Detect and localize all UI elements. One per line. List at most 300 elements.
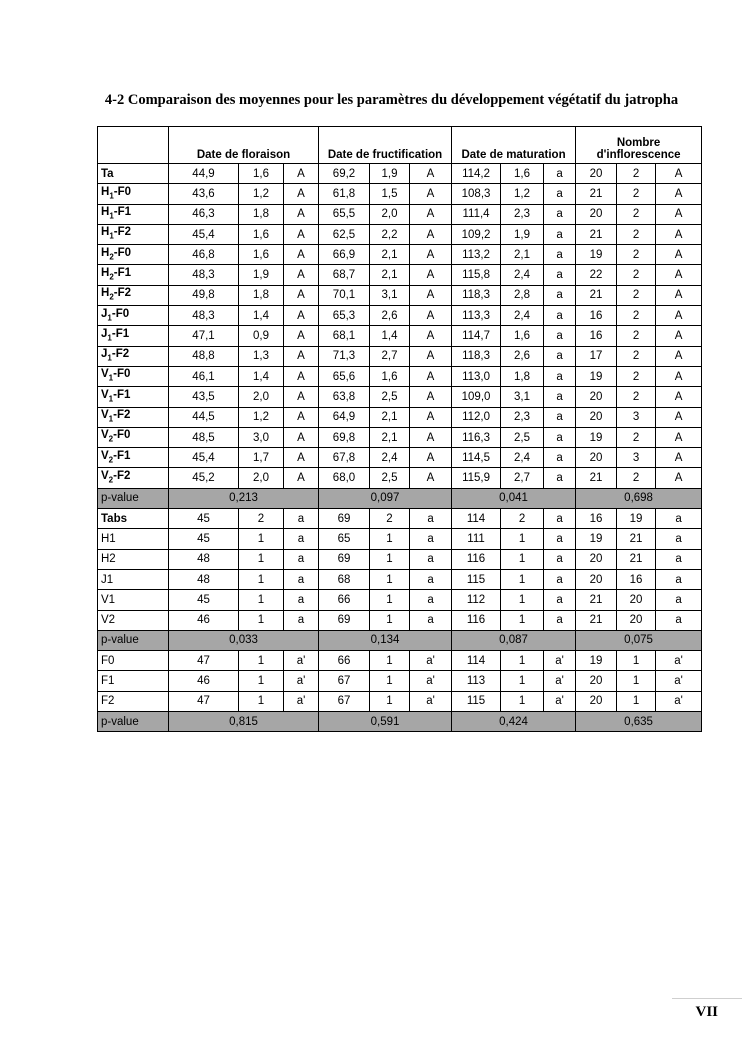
- row-label-text: J: [101, 307, 108, 320]
- table-cell: 1: [370, 529, 410, 549]
- table-cell: 113,0: [452, 366, 501, 386]
- table-cell: 1: [239, 529, 284, 549]
- table-cell: 45,4: [169, 224, 239, 244]
- table-cell: 16: [576, 326, 617, 346]
- table-cell: 48,5: [169, 427, 239, 447]
- table-cell: 2: [617, 387, 656, 407]
- table-cell: A: [284, 366, 319, 386]
- row-label: [98, 346, 169, 366]
- table-cell: a: [544, 427, 576, 447]
- row-label-subscript: 1: [108, 414, 114, 424]
- row-label-subscript: 1: [108, 373, 114, 383]
- header-empty-cell: [98, 127, 169, 164]
- column-header: Date de maturation: [452, 127, 576, 164]
- table-cell: 2,1: [501, 245, 544, 265]
- table-cell: 1: [501, 610, 544, 630]
- table-cell: 2: [617, 224, 656, 244]
- row-label: [98, 366, 169, 386]
- table-cell: 3,1: [370, 285, 410, 305]
- table-row: [98, 224, 702, 244]
- table-row: [98, 468, 702, 488]
- table-cell: 2,4: [501, 265, 544, 285]
- table-cell: 0,9: [239, 326, 284, 346]
- table-cell: 2,7: [370, 346, 410, 366]
- row-label: [98, 184, 169, 204]
- row-label: [98, 164, 169, 184]
- table-cell: 21: [576, 468, 617, 488]
- table-cell: 65: [319, 529, 370, 549]
- table-cell: a': [284, 651, 319, 671]
- table-row: [98, 671, 702, 691]
- row-label-text: V: [101, 429, 109, 442]
- table-cell: 69: [319, 549, 370, 569]
- table-cell: 1,6: [370, 366, 410, 386]
- table-cell: a: [410, 610, 452, 630]
- table-cell: 48: [169, 549, 239, 569]
- table-cell: 2: [239, 509, 284, 529]
- table-cell: 1: [501, 549, 544, 569]
- table-cell: 19: [576, 427, 617, 447]
- pvalue-row: [98, 630, 702, 650]
- column-header: Nombre d'inflorescence: [576, 127, 702, 164]
- row-label: [98, 671, 169, 691]
- table-cell: 21: [576, 224, 617, 244]
- pvalue-row: [98, 488, 702, 508]
- row-label-text: H: [101, 246, 110, 259]
- table-cell: 45: [169, 509, 239, 529]
- table-cell: A: [284, 184, 319, 204]
- table-cell: A: [284, 468, 319, 488]
- table-cell: 108,3: [452, 184, 501, 204]
- table-cell: a: [544, 549, 576, 569]
- table-cell: 45: [169, 590, 239, 610]
- comparison-table: [97, 126, 702, 732]
- table-cell: A: [284, 387, 319, 407]
- table-row: [98, 164, 702, 184]
- table-cell: 17: [576, 346, 617, 366]
- table-cell: a: [410, 590, 452, 610]
- table-row: [98, 407, 702, 427]
- table-cell: A: [284, 407, 319, 427]
- table-cell: 1,9: [239, 265, 284, 285]
- table-cell: 1,4: [239, 366, 284, 386]
- table-cell: 1: [370, 651, 410, 671]
- table-cell: 21: [576, 285, 617, 305]
- table-cell: a: [410, 529, 452, 549]
- table-cell: 109,2: [452, 224, 501, 244]
- table-cell: 46,8: [169, 245, 239, 265]
- table-cell: 3,0: [239, 427, 284, 447]
- table-cell: 1,6: [239, 245, 284, 265]
- table-cell: 1,4: [239, 306, 284, 326]
- table-row: [98, 265, 702, 285]
- table-cell: 2,8: [501, 285, 544, 305]
- table-cell: 2: [501, 509, 544, 529]
- table-cell: A: [410, 224, 452, 244]
- footer-divider: [672, 998, 742, 999]
- row-label: [98, 529, 169, 549]
- table-cell: 69: [319, 509, 370, 529]
- table-cell: a': [410, 671, 452, 691]
- table-cell: 2,4: [501, 306, 544, 326]
- table-cell: A: [410, 407, 452, 427]
- row-label-text: J: [101, 348, 108, 361]
- table-row: [98, 569, 702, 589]
- table-cell: 1,6: [239, 224, 284, 244]
- table-cell: 66,9: [319, 245, 370, 265]
- table-cell: a': [410, 651, 452, 671]
- table-cell: 1: [370, 569, 410, 589]
- row-label-subscript: 1: [109, 191, 114, 201]
- row-label-text: H1: [101, 532, 116, 545]
- table-cell: 69: [319, 610, 370, 630]
- table-cell: a: [544, 448, 576, 468]
- pvalue-cell: 0,087: [452, 630, 576, 650]
- row-label: [98, 245, 169, 265]
- table-cell: A: [656, 306, 702, 326]
- table-cell: a': [284, 691, 319, 711]
- table-cell: a: [544, 610, 576, 630]
- row-label: [98, 224, 169, 244]
- table-cell: 2: [617, 265, 656, 285]
- table-cell: 113: [452, 671, 501, 691]
- table-cell: A: [656, 346, 702, 366]
- table-cell: 2,1: [370, 427, 410, 447]
- table-row: [98, 448, 702, 468]
- pvalue-label: p-value: [98, 488, 169, 508]
- row-label-subscript: 2: [108, 475, 114, 485]
- table-cell: 109,0: [452, 387, 501, 407]
- table-cell: 1: [501, 651, 544, 671]
- table-cell: 2,6: [501, 346, 544, 366]
- table-cell: 1,4: [370, 326, 410, 346]
- table-cell: 111: [452, 529, 501, 549]
- row-label: [98, 306, 169, 326]
- column-header: Date de floraison: [169, 127, 319, 164]
- table-row: [98, 427, 702, 447]
- table-cell: 43,5: [169, 387, 239, 407]
- row-label-text: V: [101, 388, 109, 401]
- pvalue-row: [98, 712, 702, 732]
- table-cell: 115: [452, 691, 501, 711]
- table-cell: 45,2: [169, 468, 239, 488]
- table-cell: 67: [319, 671, 370, 691]
- table-cell: A: [656, 387, 702, 407]
- table-cell: A: [284, 326, 319, 346]
- table-cell: A: [284, 285, 319, 305]
- row-label: [98, 407, 169, 427]
- table-cell: a: [284, 529, 319, 549]
- table-cell: 1,9: [370, 164, 410, 184]
- row-label-suffix: -F2: [113, 287, 132, 300]
- table-cell: 112,0: [452, 407, 501, 427]
- table-cell: a: [284, 509, 319, 529]
- table-row: [98, 651, 702, 671]
- table-cell: a': [656, 651, 702, 671]
- table-cell: A: [656, 326, 702, 346]
- table-cell: 1: [501, 590, 544, 610]
- table-cell: 2,3: [501, 407, 544, 427]
- table-cell: 20: [576, 448, 617, 468]
- table-cell: 114,5: [452, 448, 501, 468]
- table-cell: 20: [576, 407, 617, 427]
- table-cell: a: [656, 569, 702, 589]
- row-label: [98, 569, 169, 589]
- table-cell: 67: [319, 691, 370, 711]
- table-cell: A: [656, 468, 702, 488]
- table-cell: a: [544, 407, 576, 427]
- table-row: [98, 245, 702, 265]
- row-label-subscript: 2: [109, 251, 114, 261]
- table-row: [98, 691, 702, 711]
- table-cell: 1,6: [501, 164, 544, 184]
- row-label-subscript: 1: [109, 231, 114, 241]
- table-cell: 19: [617, 509, 656, 529]
- pvalue-cell: 0,075: [576, 630, 702, 650]
- table-cell: a: [544, 346, 576, 366]
- row-label-suffix: -F2: [113, 226, 132, 239]
- table-cell: 21: [617, 529, 656, 549]
- pvalue-cell: 0,041: [452, 488, 576, 508]
- row-label: [98, 549, 169, 569]
- table-cell: 1,8: [239, 285, 284, 305]
- table-cell: A: [284, 306, 319, 326]
- table-cell: a: [410, 569, 452, 589]
- table-cell: 63,8: [319, 387, 370, 407]
- row-label-suffix: -F0: [113, 185, 132, 198]
- row-label: [98, 509, 169, 529]
- table-cell: A: [410, 468, 452, 488]
- table-cell: 69,2: [319, 164, 370, 184]
- table-cell: a: [656, 549, 702, 569]
- table-cell: a: [544, 529, 576, 549]
- table-cell: 115,8: [452, 265, 501, 285]
- table-cell: A: [656, 448, 702, 468]
- table-cell: 2,4: [501, 448, 544, 468]
- table-cell: a: [656, 590, 702, 610]
- table-cell: A: [410, 184, 452, 204]
- table-cell: 46,3: [169, 204, 239, 224]
- pvalue-cell: 0,213: [169, 488, 319, 508]
- table-cell: 20: [576, 569, 617, 589]
- table-cell: A: [656, 204, 702, 224]
- table-cell: A: [410, 285, 452, 305]
- table-cell: 16: [576, 306, 617, 326]
- table-cell: 3: [617, 448, 656, 468]
- table-cell: 116,3: [452, 427, 501, 447]
- pvalue-cell: 0,635: [576, 712, 702, 732]
- page-title: 4-2 Comparaison des moyennes pour les paramètres du développement végétatif du jatropha: [104, 92, 679, 108]
- table-cell: a: [284, 569, 319, 589]
- pvalue-label: p-value: [98, 630, 169, 650]
- table-cell: 1,2: [239, 407, 284, 427]
- table-cell: 1: [370, 610, 410, 630]
- table-cell: 114: [452, 651, 501, 671]
- table-cell: a': [656, 671, 702, 691]
- table-cell: 66: [319, 590, 370, 610]
- table-cell: 116: [452, 610, 501, 630]
- table-cell: 2,1: [370, 245, 410, 265]
- table-cell: 1: [370, 549, 410, 569]
- table-cell: 1: [239, 691, 284, 711]
- table-cell: 65,5: [319, 204, 370, 224]
- table-cell: A: [410, 346, 452, 366]
- table-cell: 1,2: [239, 184, 284, 204]
- table-cell: a: [284, 610, 319, 630]
- table-cell: 2: [617, 204, 656, 224]
- table-cell: A: [284, 427, 319, 447]
- table-cell: a: [656, 529, 702, 549]
- table-row: [98, 285, 702, 305]
- table-cell: 1: [239, 549, 284, 569]
- table-cell: 21: [576, 590, 617, 610]
- table-cell: 114,2: [452, 164, 501, 184]
- table-cell: 113,2: [452, 245, 501, 265]
- pvalue-cell: 0,424: [452, 712, 576, 732]
- table-cell: 44,5: [169, 407, 239, 427]
- row-label-text: F0: [101, 654, 115, 667]
- table-row: [98, 184, 702, 204]
- table-cell: 118,3: [452, 285, 501, 305]
- pvalue-cell: 0,815: [169, 712, 319, 732]
- table-cell: 114,7: [452, 326, 501, 346]
- table-cell: 21: [576, 184, 617, 204]
- row-label-text: V2: [101, 614, 116, 627]
- row-label-subscript: 1: [109, 211, 114, 221]
- table-cell: A: [410, 387, 452, 407]
- row-label-suffix: -F0: [113, 429, 131, 442]
- table-row: [98, 549, 702, 569]
- table-cell: 3,1: [501, 387, 544, 407]
- table-cell: 62,5: [319, 224, 370, 244]
- row-label-text: H2: [101, 553, 116, 566]
- row-label-subscript: 2: [108, 454, 114, 464]
- table-cell: 1: [501, 569, 544, 589]
- row-label-text: Tabs: [101, 512, 127, 525]
- table-cell: 1,6: [501, 326, 544, 346]
- table-cell: 2: [370, 509, 410, 529]
- table-cell: 1,8: [239, 204, 284, 224]
- table-cell: a': [410, 691, 452, 711]
- table-cell: 1,6: [239, 164, 284, 184]
- table-cell: 71,3: [319, 346, 370, 366]
- table-row: [98, 204, 702, 224]
- table-cell: A: [656, 245, 702, 265]
- table-cell: a': [656, 691, 702, 711]
- row-label: [98, 468, 169, 488]
- table-row: [98, 326, 702, 346]
- table-cell: 16: [617, 569, 656, 589]
- row-label-text: H: [101, 226, 110, 239]
- table-row: [98, 610, 702, 630]
- row-label-subscript: 2: [108, 434, 114, 444]
- row-label-suffix: -F1: [113, 449, 131, 462]
- table-cell: 2,0: [239, 468, 284, 488]
- table-cell: 1,8: [501, 366, 544, 386]
- table-cell: 2: [617, 468, 656, 488]
- table-cell: 113,3: [452, 306, 501, 326]
- table-cell: 1: [239, 610, 284, 630]
- table-cell: a: [284, 549, 319, 569]
- table-cell: 2,4: [370, 448, 410, 468]
- row-label-text: H: [101, 185, 110, 198]
- table-cell: a': [544, 671, 576, 691]
- row-label-suffix: -F2: [111, 348, 130, 361]
- row-label-suffix: -F0: [113, 246, 132, 259]
- table-cell: 2,5: [501, 427, 544, 447]
- column-header: Date de fructification: [319, 127, 452, 164]
- table-cell: 2,0: [239, 387, 284, 407]
- table-cell: 47: [169, 691, 239, 711]
- table-cell: 2,5: [370, 468, 410, 488]
- table-cell: 20: [576, 671, 617, 691]
- row-label-subscript: 2: [109, 272, 114, 282]
- table-cell: 112: [452, 590, 501, 610]
- table-cell: 116: [452, 549, 501, 569]
- row-label: [98, 590, 169, 610]
- table-cell: a: [544, 285, 576, 305]
- table-cell: 1,9: [501, 224, 544, 244]
- table-cell: 68,7: [319, 265, 370, 285]
- table-cell: 1: [370, 691, 410, 711]
- table-cell: 21: [617, 549, 656, 569]
- table-cell: 67,8: [319, 448, 370, 468]
- table-cell: A: [284, 245, 319, 265]
- table-cell: 1,3: [239, 346, 284, 366]
- table-cell: 2,6: [370, 306, 410, 326]
- table-cell: 1: [239, 590, 284, 610]
- row-label-suffix: -F0: [113, 368, 131, 381]
- table-cell: 19: [576, 529, 617, 549]
- table-cell: 20: [617, 610, 656, 630]
- table-cell: A: [410, 427, 452, 447]
- table-cell: 45,4: [169, 448, 239, 468]
- row-label: [98, 285, 169, 305]
- row-label: [98, 427, 169, 447]
- table-cell: 19: [576, 366, 617, 386]
- row-label-suffix: -F1: [113, 388, 131, 401]
- table-cell: 115,9: [452, 468, 501, 488]
- row-label: [98, 651, 169, 671]
- row-label-subscript: 1: [107, 353, 112, 363]
- row-label-suffix: -F0: [111, 307, 130, 320]
- table-cell: 47: [169, 651, 239, 671]
- pvalue-cell: 0,033: [169, 630, 319, 650]
- table-cell: 1: [370, 671, 410, 691]
- table-cell: a: [544, 366, 576, 386]
- row-label-suffix: -F1: [111, 327, 130, 340]
- table-cell: A: [656, 427, 702, 447]
- table-cell: A: [410, 265, 452, 285]
- row-label-text: V: [101, 368, 109, 381]
- table-cell: A: [410, 306, 452, 326]
- table-cell: A: [410, 448, 452, 468]
- row-label-subscript: 2: [109, 292, 114, 302]
- table-cell: 68: [319, 569, 370, 589]
- table-cell: A: [656, 285, 702, 305]
- table-cell: 2: [617, 164, 656, 184]
- table-cell: 47,1: [169, 326, 239, 346]
- row-label-subscript: 1: [107, 333, 112, 343]
- table-cell: 1: [501, 691, 544, 711]
- table-cell: 65,6: [319, 366, 370, 386]
- table-cell: a: [544, 204, 576, 224]
- table-cell: 20: [617, 590, 656, 610]
- row-label-text: V: [101, 449, 109, 462]
- table-cell: 1: [370, 590, 410, 610]
- table-cell: 20: [576, 387, 617, 407]
- row-label-suffix: -F1: [113, 266, 132, 279]
